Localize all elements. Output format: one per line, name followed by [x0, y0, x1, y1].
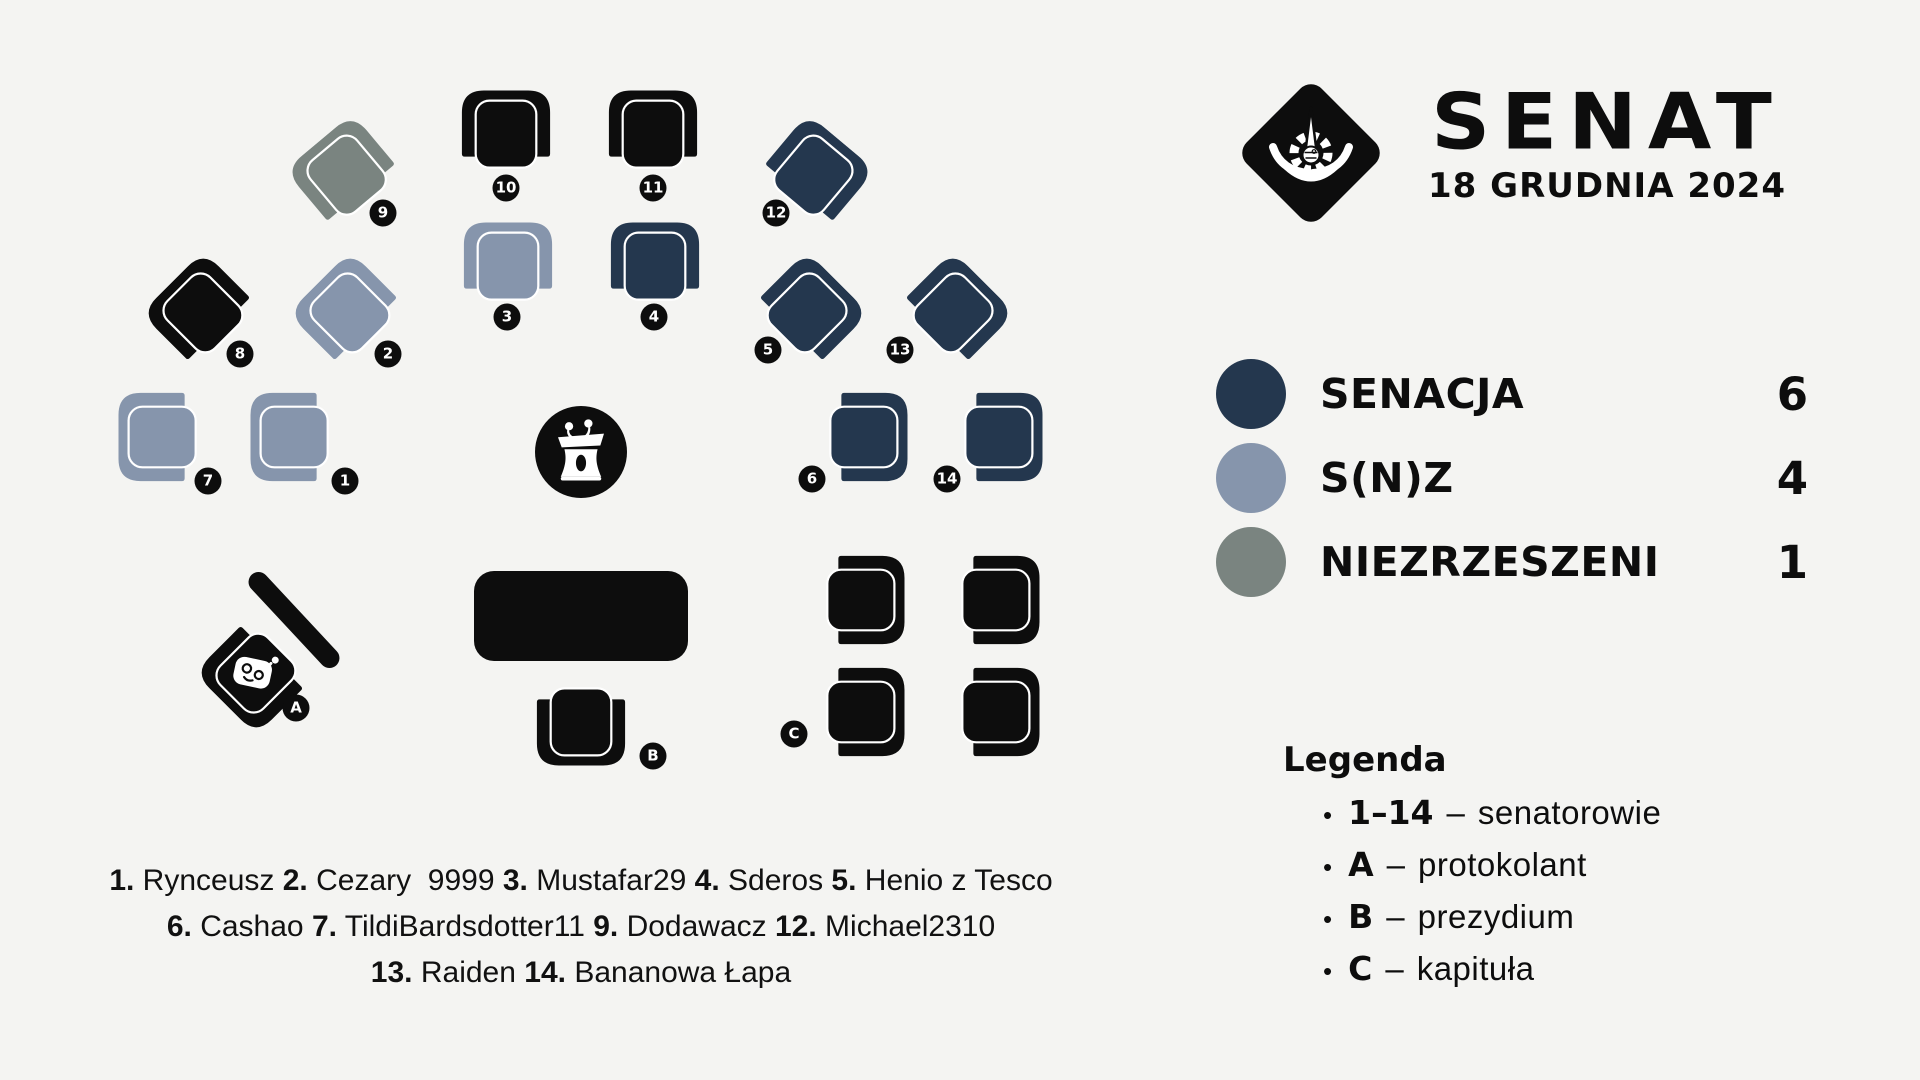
- legenda-term: A: [1348, 845, 1374, 884]
- badge-B: B: [640, 743, 667, 770]
- roster-number: 4.: [694, 864, 720, 897]
- event-date: 18 GRUDNIA 2024: [1428, 166, 1786, 206]
- party-name: NIEZRZESZENI: [1320, 538, 1660, 586]
- party-color-dot: [1216, 443, 1286, 513]
- roster-number: 13.: [370, 956, 413, 989]
- roster-number: 2.: [282, 864, 308, 897]
- bullet-icon: •: [1323, 956, 1333, 986]
- badge-C: C: [781, 721, 808, 748]
- event-title: SENAT: [1431, 77, 1783, 168]
- legenda-items: [1283, 793, 1843, 988]
- badge-4: 4: [641, 304, 668, 331]
- badge-11: 11: [640, 175, 667, 202]
- senate-emblem-icon: [1222, 64, 1400, 242]
- seat-10: [460, 91, 552, 170]
- legenda-term: B: [1348, 897, 1374, 936]
- legenda-desc: protokolant: [1418, 846, 1587, 883]
- party-name: SENACJA: [1320, 370, 1525, 418]
- badge-14: 14: [934, 466, 961, 493]
- legenda-desc: kapituła: [1416, 950, 1535, 987]
- seat-13: [896, 250, 1017, 371]
- senator-roster: [40, 858, 1122, 996]
- party-color-dot: [1216, 527, 1286, 597]
- roster-number: 3.: [502, 864, 528, 897]
- podium: [535, 406, 627, 498]
- title-block: [1406, 77, 1808, 206]
- roster-number: 7.: [311, 910, 337, 943]
- badge-2: 2: [375, 341, 402, 368]
- seat-1: [251, 391, 330, 483]
- bullet-icon: •: [1323, 852, 1333, 882]
- party-count: 4: [1776, 451, 1808, 505]
- party-count: 6: [1776, 367, 1808, 421]
- legend-row-niezrzeszeni: [1216, 520, 1808, 604]
- seat-4: [609, 223, 701, 302]
- badge-9: 9: [370, 200, 397, 227]
- robot-face-icon: [227, 646, 282, 702]
- lectern-icon: [535, 406, 627, 498]
- legenda-term: 1–14: [1348, 793, 1434, 832]
- roster-number: 9.: [593, 910, 619, 943]
- legend-row-snz: [1216, 436, 1808, 520]
- dash-separator: –: [1386, 898, 1405, 935]
- dash-separator: –: [1446, 794, 1465, 831]
- seat-C1: [826, 554, 905, 646]
- legenda-term: C: [1348, 949, 1373, 988]
- badge-6: 6: [799, 466, 826, 493]
- seat-C2: [961, 554, 1040, 646]
- seat-C3: [826, 666, 905, 758]
- party-count: 1: [1776, 535, 1808, 589]
- roster-number: 1.: [109, 864, 135, 897]
- badge-8: 8: [227, 341, 254, 368]
- roster-line-2: 6. Cashao 7. TildiBardsdotter11 9. Dodawacz 12. Michael2310: [166, 910, 996, 943]
- badge-12: 12: [763, 200, 790, 227]
- roster-line-3: 13. Raiden 14. Bananowa Łapa: [370, 956, 792, 989]
- badge-5: 5: [755, 337, 782, 364]
- seat-14: [964, 391, 1043, 483]
- badge-3: 3: [494, 304, 521, 331]
- roster-number: 14.: [524, 956, 566, 989]
- roster-number: 6.: [166, 910, 192, 943]
- legenda-item-1: [1323, 845, 1843, 884]
- seat-3: [462, 223, 554, 302]
- presidium-table-icon: [474, 571, 688, 661]
- seat-C4: [961, 666, 1040, 758]
- party-name: S(N)Z: [1320, 454, 1454, 502]
- seat-11: [607, 91, 699, 170]
- bullet-icon: •: [1323, 904, 1333, 934]
- party-legend: [1216, 352, 1808, 604]
- badge-A: A: [283, 695, 310, 722]
- dash-separator: –: [1385, 950, 1404, 987]
- legenda-item-0: [1323, 793, 1843, 832]
- legenda-desc: prezydium: [1417, 898, 1575, 935]
- bullet-icon: •: [1323, 800, 1333, 830]
- seat-6: [829, 391, 908, 483]
- legend-row-senacja: [1216, 352, 1808, 436]
- badge-10: 10: [493, 175, 520, 202]
- legenda-item-3: [1323, 949, 1843, 988]
- legenda-block: [1283, 740, 1843, 988]
- legenda-desc: senatorowie: [1477, 794, 1662, 831]
- dash-separator: –: [1386, 846, 1406, 883]
- badge-1: 1: [332, 468, 359, 495]
- legenda-item-2: [1323, 897, 1843, 936]
- badge-7: 7: [195, 468, 222, 495]
- seat-7: [119, 391, 198, 483]
- badge-13: 13: [887, 337, 914, 364]
- roster-line-1: 1. Rynceusz 2. Cezary 9999 3. Mustafar29 4. Sderos 5. Henio z Tesco: [109, 864, 1053, 897]
- party-color-dot: [1216, 359, 1286, 429]
- legenda-heading: Legenda: [1283, 740, 1447, 780]
- roster-number: 12.: [775, 910, 817, 943]
- seat-B: [535, 687, 627, 766]
- roster-number: 5.: [831, 864, 857, 897]
